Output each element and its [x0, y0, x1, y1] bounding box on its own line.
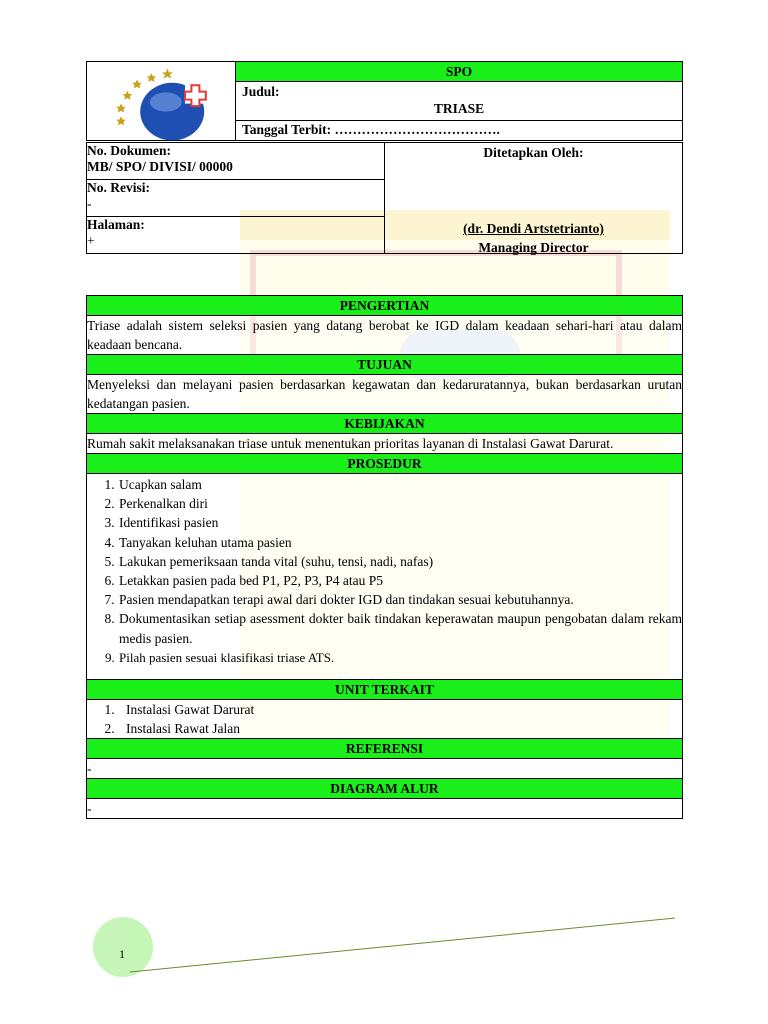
related-unit: 2. Instalasi Rawat Jalan — [118, 719, 682, 738]
page-number: 1 — [119, 947, 125, 961]
procedure-step: 8. Dokumentasikan setiap asessment dokter baik tindakan keperawatan maupun pengobatan dalam rekam medis pasien. — [118, 609, 682, 647]
approval-cell — [385, 143, 683, 254]
section-text-diagram-alur: - — [87, 799, 683, 819]
section-text-pengertian: Triase adalah sistem seleksi pasien yang datang berobat ke IGD dalam keadaan sehari-hari atau dalam keadaan bencana. — [87, 316, 683, 355]
procedure-steps-cell — [87, 474, 683, 680]
approved-by-label: Ditetapkan Oleh: — [483, 145, 584, 160]
page-count-cell — [87, 217, 385, 254]
page-count-value: + — [87, 233, 95, 248]
signatory-name: (dr. Dendi Artstetrianto) — [463, 221, 604, 236]
section-heading-diagram-alur: DIAGRAM ALUR — [87, 779, 683, 799]
spo-header: SPO — [236, 62, 683, 82]
document-meta — [86, 142, 683, 254]
related-unit: 1. Instalasi Gawat Darurat — [118, 700, 682, 719]
procedure-step: 3. Identifikasi pasien — [118, 513, 682, 532]
issue-date-label: Tanggal Terbit: ………………………………. — [242, 122, 500, 137]
procedure-steps-list — [87, 474, 682, 679]
procedure-step: 1. Ucapkan salam — [118, 475, 682, 494]
section-heading-pengertian: PENGERTIAN — [87, 296, 683, 316]
revision-label: No. Revisi: — [87, 180, 150, 195]
procedure-step: 4. Tanyakan keluhan utama pasien — [118, 533, 682, 552]
section-text-kebijakan: Rumah sakit melaksanakan triase untuk menentukan prioritas layanan di Instalasi Gawat Darurat. — [87, 434, 683, 454]
procedure-step: 7. Pasien mendapatkan terapi awal dari dokter IGD dan tindakan sesuai kebutuhannya. — [118, 590, 682, 609]
document-number-value: MB/ SPO/ DIVISI/ 00000 — [87, 159, 233, 174]
section-heading-kebijakan: KEBIJAKAN — [87, 414, 683, 434]
judul-label: Judul: — [242, 84, 280, 99]
signatory-title: Managing Director — [478, 240, 589, 255]
related-units-cell — [87, 700, 683, 739]
revision-value: - — [87, 196, 92, 211]
procedure-step: 2. Perkenalkan diri — [118, 494, 682, 513]
page-count-label: Halaman: — [87, 217, 145, 232]
document-number-label: No. Dokumen: — [87, 143, 172, 158]
section-heading-prosedur: PROSEDUR — [87, 454, 683, 474]
document-header — [86, 61, 683, 141]
procedure-step: 5. Lakukan pemeriksaan tanda vital (suhu, tensi, nadi, nafas) — [118, 552, 682, 571]
hospital-logo — [87, 62, 235, 142]
revision-cell — [87, 180, 385, 217]
issue-date-cell — [236, 121, 683, 141]
document-number-cell — [87, 143, 385, 180]
related-units-list — [87, 700, 682, 738]
title-cell — [236, 82, 683, 121]
document-title: TRIASE — [433, 101, 485, 116]
procedure-step: 9. Pilah pasien sesuai klasifikasi triase ATS. — [118, 648, 682, 667]
section-heading-unit-terkait: UNIT TERKAIT — [87, 680, 683, 700]
section-heading-referensi: REFERENSI — [87, 739, 683, 759]
section-text-tujuan: Menyeleksi dan melayani pasien berdasarkan kegawatan dan kedaruratannya, bukan berdasarkan urutan kedatangan pasien. — [87, 375, 683, 414]
logo-cell — [87, 62, 236, 141]
section-heading-tujuan: TUJUAN — [87, 355, 683, 375]
section-text-referensi: - — [87, 759, 683, 779]
procedure-step: 6. Letakkan pasien pada bed P1, P2, P3, P4 atau P5 — [118, 571, 682, 590]
procedure-content — [86, 295, 683, 819]
